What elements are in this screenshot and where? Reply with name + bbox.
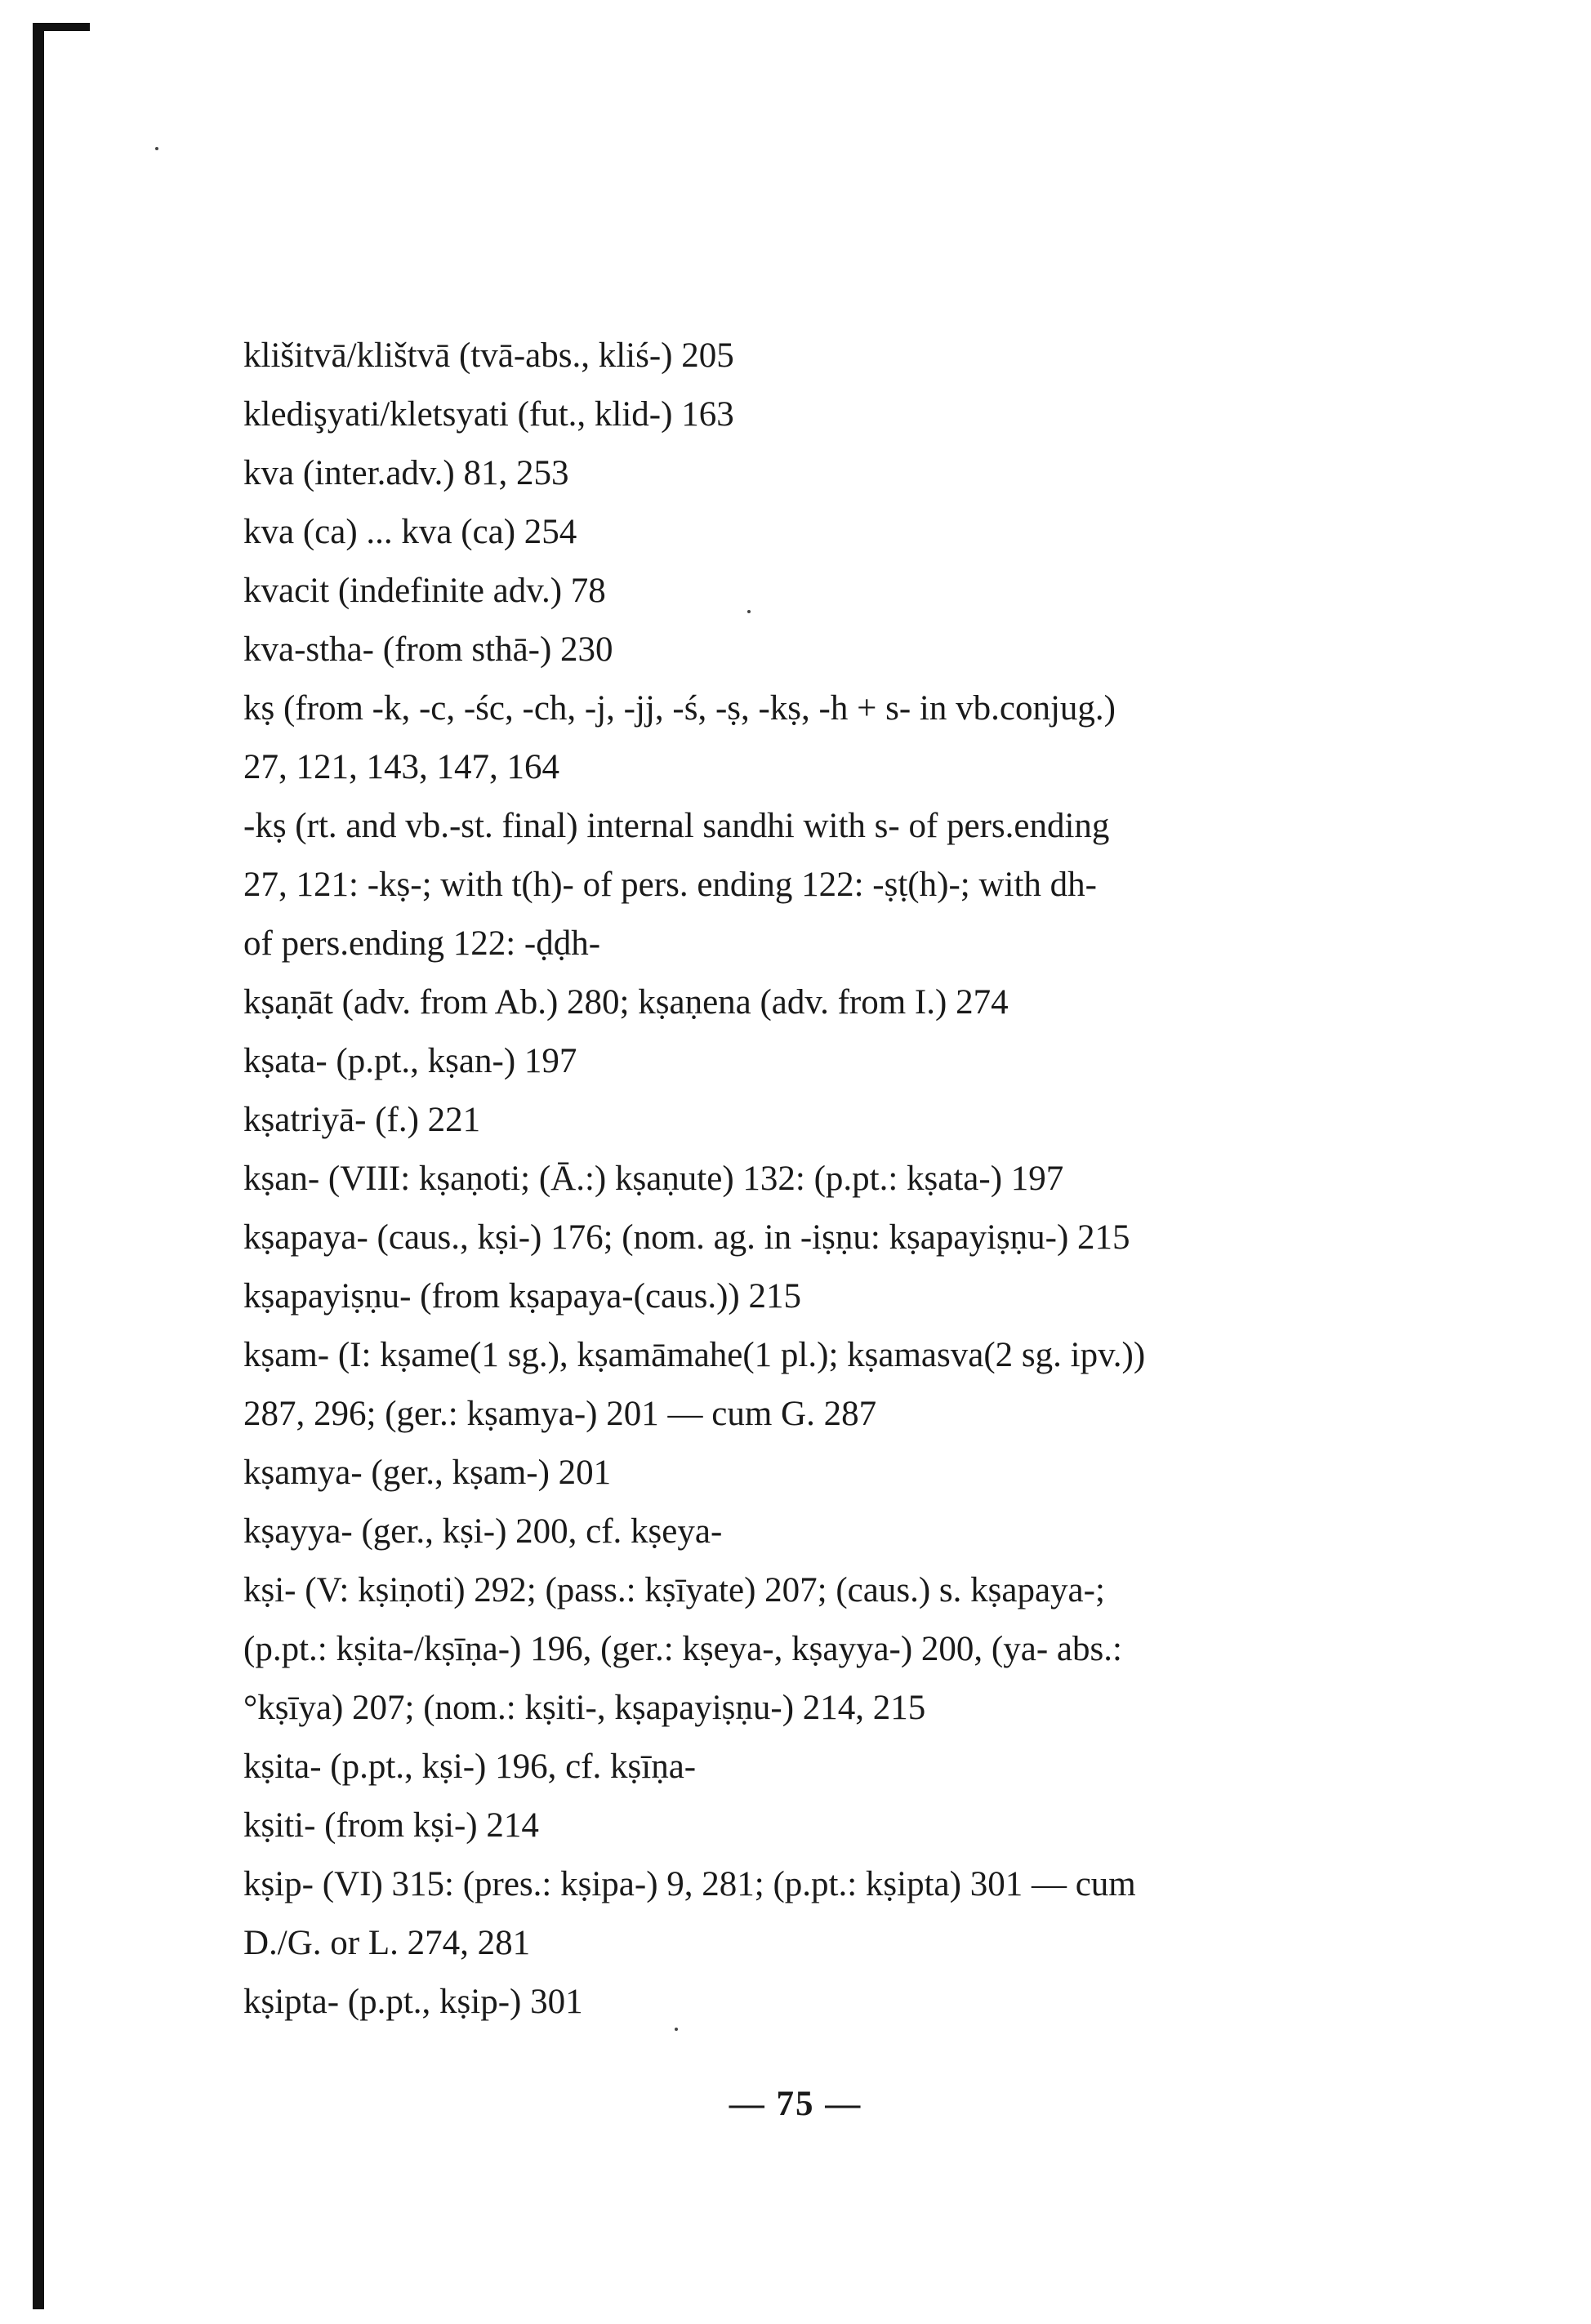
scan-border-corner — [33, 23, 90, 31]
index-entry — [243, 1973, 1354, 2032]
entry-headline: kṣapayiṣṇu- (from kṣapaya-(caus.)) 215 — [243, 1277, 801, 1316]
entry-headline: kṣatriyā- (f.) 221 — [243, 1101, 481, 1139]
entry-headline: kva (inter.adv.) 81, 253 — [243, 454, 569, 492]
entry-headline: kṣita- (p.pt., kṣi-) 196, cf. kṣīṇa- — [243, 1747, 697, 1786]
index-entries — [243, 327, 1354, 2032]
index-entry — [243, 1150, 1354, 1209]
index-entry — [243, 1738, 1354, 1796]
entry-headline: kṣaṇāt (adv. from Ab.) 280; kṣaṇena (adv. from I.) 274 — [243, 983, 1009, 1022]
index-entry — [243, 679, 1354, 797]
index-entry — [243, 444, 1354, 503]
index-entry — [243, 1267, 1354, 1326]
entry-headline: kva (ca) ... kva (ca) 254 — [243, 513, 577, 551]
entry-headline: kṣan- (VIII: kṣaṇoti; (Ā.:) kṣaṇute) 132: (p.pt.: kṣata-) 197 — [243, 1160, 1064, 1198]
entry-headline: kṣapaya- (caus., kṣi-) 176; (nom. ag. in -iṣṇu: kṣapayiṣṇu-) 215 — [243, 1218, 1130, 1257]
index-entry — [243, 1796, 1354, 1855]
page-number: — 75 — — [729, 2085, 862, 2123]
entry-headline: kṣ (from -k, -c, -śc, -ch, -j, -jj, -ś, -ṣ, -kṣ, -h + s- in vb.conjug.) — [243, 689, 1116, 728]
index-entry — [243, 621, 1354, 679]
entry-headline: kṣip- (VI) 315: (pres.: kṣipa-) 9, 281; (p.pt.: kṣipta) 301 — cum — [243, 1865, 1136, 1903]
index-entry — [243, 797, 1354, 973]
index-entry — [243, 1326, 1354, 1444]
entry-headline: kṣayya- (ger., kṣi-) 200, cf. kṣeya- — [243, 1512, 723, 1551]
entry-headline: kṣiti- (from kṣi-) 214 — [243, 1806, 539, 1845]
index-entry — [243, 503, 1354, 562]
entry-headline: kṣipta- (p.pt., kṣip-) 301 — [243, 1983, 583, 2021]
entry-headline: kledişyati/kletsyati (fut., klid-) 163 — [243, 395, 734, 434]
index-entry — [243, 1209, 1354, 1267]
index-entry — [243, 1855, 1354, 1973]
entry-continuation: D./G. or L. 274, 281 — [243, 1924, 531, 1962]
index-entry — [243, 385, 1354, 444]
index-entry — [243, 1503, 1354, 1561]
scan-speck — [155, 147, 158, 150]
entry-headline: kvacit (indefinite adv.) 78 — [243, 572, 606, 610]
index-entry — [243, 327, 1354, 385]
entry-continuation: °kṣīya) 207; (nom.: kṣiti-, kṣapayiṣṇu-) 214, 215 — [243, 1689, 926, 1727]
index-entry — [243, 1561, 1354, 1738]
entry-continuation: 27, 121, 143, 147, 164 — [243, 748, 559, 786]
entry-headline: kṣata- (p.pt., kṣan-) 197 — [243, 1042, 577, 1080]
entry-headline: kṣamya- (ger., kṣam-) 201 — [243, 1454, 612, 1492]
scan-border — [33, 23, 44, 2309]
index-entry — [243, 1091, 1354, 1150]
entry-headline: kva-stha- (from sthā-) 230 — [243, 630, 613, 669]
entry-continuation: of pers.ending 122: -ḍḍh- — [243, 924, 601, 963]
entry-continuation: (p.pt.: kṣita-/kṣīṇa-) 196, (ger.: kṣeya-, kṣayya-) 200, (ya- abs.: — [243, 1630, 1122, 1668]
entry-headline: klišitvā/klištvā (tvā-abs., kliś-) 205 — [243, 336, 734, 375]
entry-continuation: 27, 121: -kṣ-; with t(h)- of pers. ending 122: -ṣṭ(h)-; with dh- — [243, 866, 1097, 904]
entry-headline: kṣi- (V: kṣiṇoti) 292; (pass.: kṣīyate) 207; (caus.) s. kṣapaya-; — [243, 1571, 1105, 1609]
entry-headline: kṣam- (I: kṣame(1 sg.), kṣamāmahe(1 pl.); kṣamasva(2 sg. ipv.)) — [243, 1336, 1146, 1374]
entry-continuation: 287, 296; (ger.: kṣamya-) 201 — cum G. 287 — [243, 1395, 877, 1433]
index-entry — [243, 973, 1354, 1032]
index-entry — [243, 562, 1354, 621]
index-entry — [243, 1032, 1354, 1091]
entry-headline: -kṣ (rt. and vb.-st. final) internal sandhi with s- of pers.ending — [243, 807, 1110, 845]
index-entry — [243, 1444, 1354, 1503]
